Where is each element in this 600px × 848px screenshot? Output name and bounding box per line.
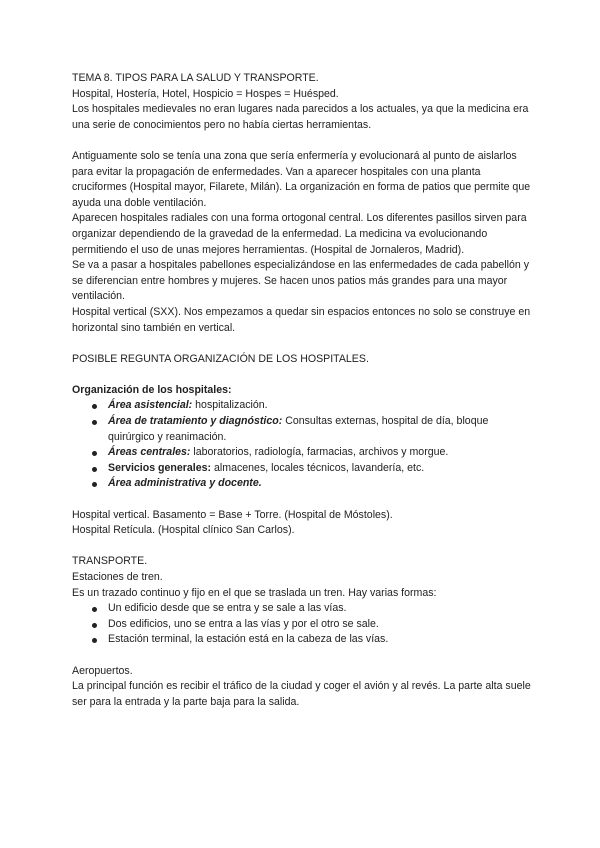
item-label: Área administrativa y docente. bbox=[108, 477, 262, 490]
spacer bbox=[72, 367, 532, 383]
item-text: Consultas externas, hospital de día, bloque quirúrgico y reanimación. bbox=[108, 415, 489, 443]
stations-heading: Estaciones de tren. bbox=[72, 571, 163, 583]
list-item bbox=[108, 445, 532, 461]
item-label: Áreas centrales: bbox=[108, 446, 191, 459]
airports-heading: Aeropuertos. bbox=[72, 664, 133, 677]
item-label: Área de tratamiento y diagnóstico: bbox=[108, 415, 283, 428]
item-label: Área asistencial: bbox=[108, 399, 193, 412]
history-paragraph: Se va a pasar a hospitales pabellones especializándose en las enfermedades de cada pabellón y se diferencian entre hombres y mujeres. Se hacen unos patios más grandes para una mayor ventilación. bbox=[72, 259, 530, 303]
hospital-type: Hospital Retícula. (Hospital clínico San Carlos). bbox=[72, 524, 295, 537]
intro-paragraph: Los hospitales medievales no eran lugares nada parecidos a los actuales, ya que la medicina era una serie de conocimientos pero no había ciertas herramientas. bbox=[72, 103, 529, 131]
organization-heading bbox=[72, 383, 532, 399]
airports-paragraph: La principal función es recibir el tráfico de la ciudad y coger el avión y al revés. La parte alta suele ser para la entrada y la parte baja para la salida. bbox=[72, 680, 531, 708]
list-item: Estación terminal, la estación está en la cabeza de las vías. bbox=[108, 632, 532, 648]
spacer bbox=[72, 648, 532, 664]
list-item bbox=[108, 461, 532, 477]
list-item: Un edificio desde que se entra y se sale a las vías. bbox=[108, 601, 532, 617]
item-text: almacenes, locales técnicos, lavandería, etc. bbox=[211, 461, 425, 474]
history-paragraph: Antiguamente solo se tenía una zona que sería enfermería y evolucionará al punto de aislarlos para evitar la propagación de enfermedades. Van a aparecer hospitales con una planta cruciformes (Hospital mayor, Filarete, Milán). La organización en forma de patios que permite que ayuda una doble ventilación. bbox=[72, 149, 531, 209]
item-text: hospitalización. bbox=[192, 399, 268, 412]
item-label: Servicios generales: bbox=[108, 461, 212, 474]
item-text: laboratorios, radiología, farmacias, archivos y morgue. bbox=[190, 446, 449, 459]
list-item bbox=[108, 414, 532, 445]
list-item: Dos edificios, uno se entra a las vías y por el otro se sale. bbox=[108, 617, 532, 633]
station-types-list bbox=[72, 601, 532, 648]
hospital-type: Hospital vertical. Basamento = Base + Torre. (Hospital de Móstoles). bbox=[72, 508, 393, 521]
question-heading: POSIBLE REGUNTA ORGANIZACIÓN DE LOS HOSPITALES. bbox=[72, 352, 369, 365]
transport-heading: TRANSPORTE. bbox=[72, 555, 148, 568]
spacer bbox=[72, 492, 532, 508]
spacer bbox=[72, 133, 532, 149]
list-item bbox=[108, 476, 532, 492]
spacer bbox=[72, 336, 532, 352]
stations-paragraph: Es un trazado continuo y fijo en el que se traslada un tren. Hay varias formas: bbox=[72, 586, 437, 599]
history-paragraph: Hospital vertical (SXX). Nos empezamos a quedar sin espacios entonces no solo se construye en horizontal sino también en vertical. bbox=[72, 305, 531, 334]
organization-list bbox=[72, 398, 532, 492]
spacer bbox=[72, 539, 532, 555]
document-page bbox=[72, 71, 532, 710]
intro-line: Hospital, Hostería, Hotel, Hospicio = Hospes = Huésped. bbox=[72, 87, 339, 100]
organization-heading-text: Organización de los hospitales: bbox=[72, 383, 232, 396]
history-paragraph: Aparecen hospitales radiales con una forma ortogonal central. Los diferentes pasillos sirven para organizar dependiendo de la gravedad de la enfermedad. La medicina va evolucionando permitiendo el uso de unas mejores herramientas. (Hospital de Jornaleros, Madrid). bbox=[72, 212, 527, 256]
document-title: TEMA 8. TIPOS PARA LA SALUD Y TRANSPORTE. bbox=[72, 72, 319, 84]
list-item bbox=[108, 398, 532, 414]
